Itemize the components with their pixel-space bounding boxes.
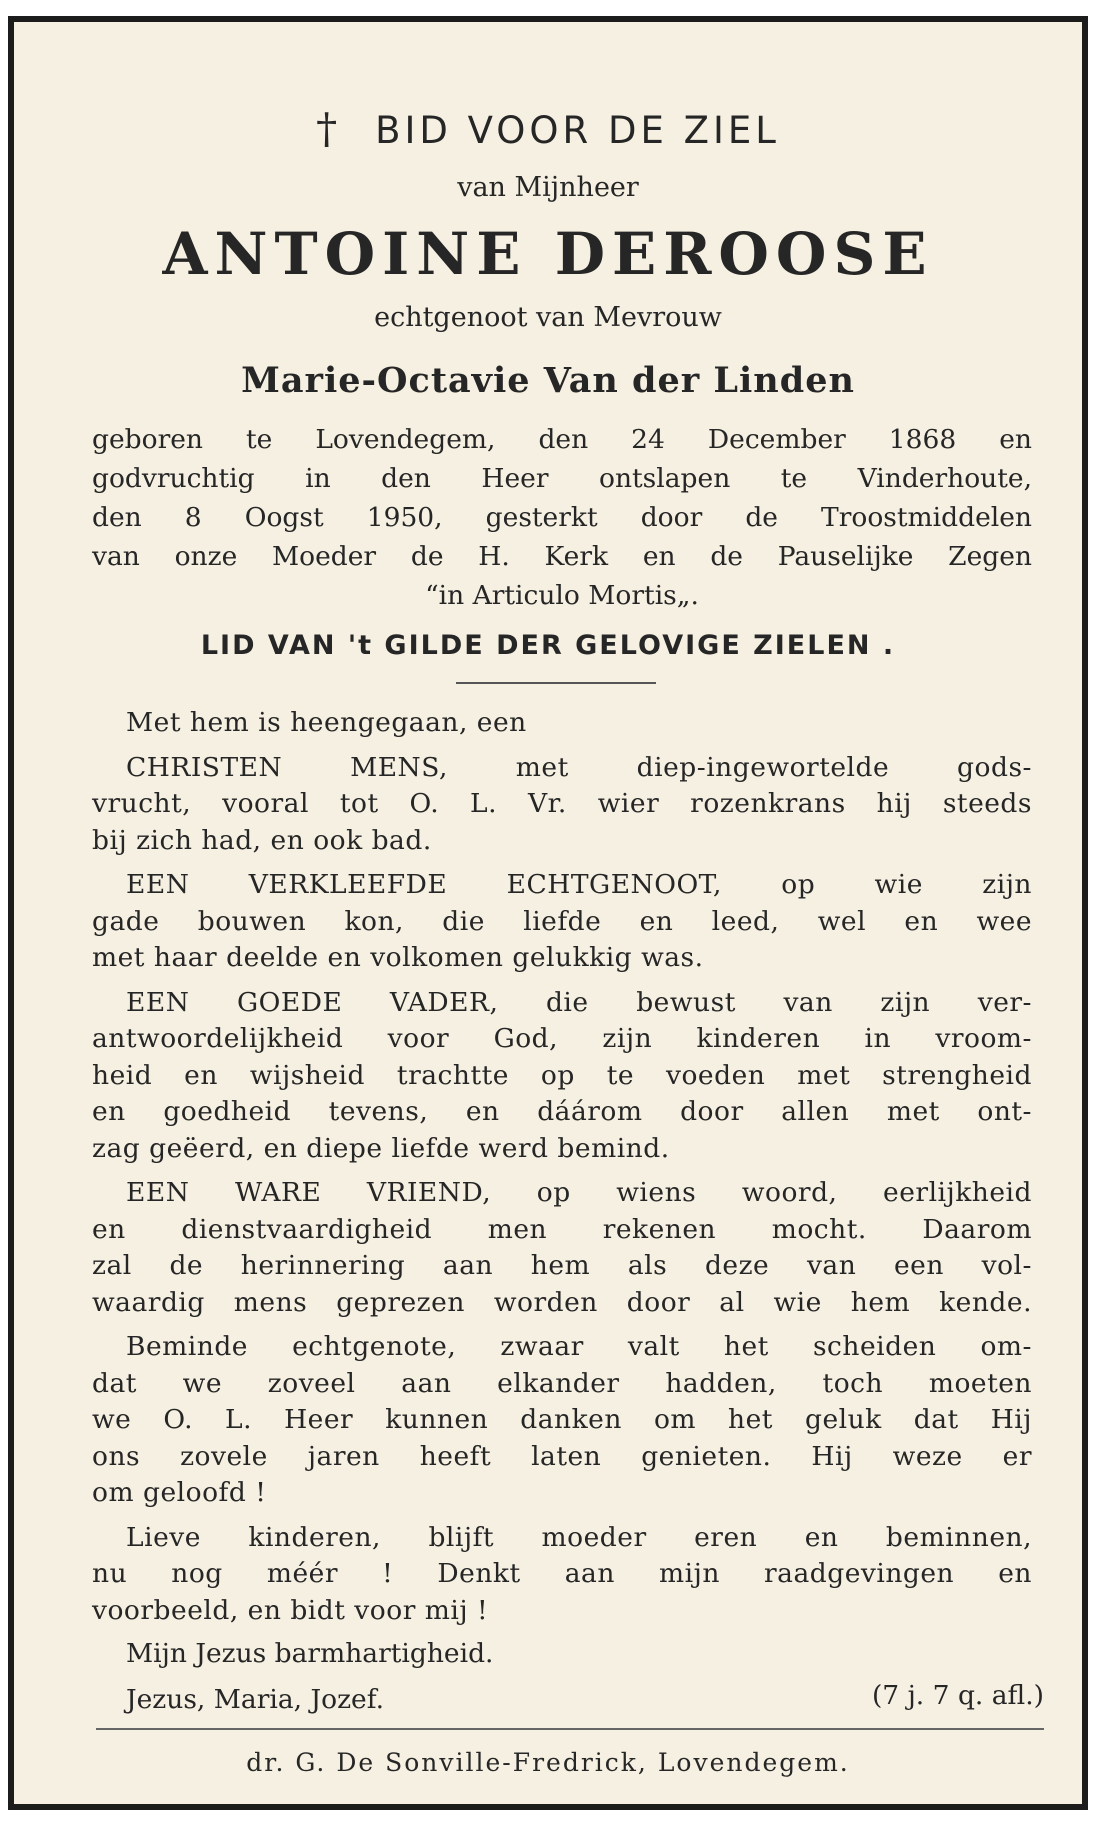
divider bbox=[456, 682, 656, 684]
footer-divider bbox=[96, 1728, 1044, 1730]
eulogy-line: met haar deelde en volkomen gelukkig was. bbox=[92, 942, 704, 973]
eulogy-line: gade bouwen kon, die liefde en leed, wel en wee bbox=[92, 905, 1032, 937]
indulgence-note: (7 j. 7 q. afl.) bbox=[871, 1680, 1044, 1711]
eulogy-line: om geloofd ! bbox=[92, 1477, 267, 1508]
eulogy-line: en goedheid tevens, en dáárom door allen met ont- bbox=[92, 1096, 1032, 1127]
heading-title: BID VOOR DE ZIEL bbox=[375, 109, 780, 152]
ejaculation-prayer: Mijn Jezus barmhartigheid. bbox=[126, 1638, 494, 1669]
bio-line: godvruchtig in den Heer ontslapen te Vinderhoute, bbox=[92, 463, 1032, 494]
biography bbox=[92, 420, 1032, 615]
eulogy-line: Beminde echtgenote, zwaar valt het scheiden om- bbox=[126, 1331, 1032, 1362]
eulogy-paragraph bbox=[92, 705, 1032, 742]
spouse-intro-text: echtgenoot van Mevrouw bbox=[374, 302, 722, 333]
eulogy-line: we O. L. Heer kunnen danken om het geluk dat Hij bbox=[92, 1404, 1032, 1435]
ejaculation-prayer: Jezus, Maria, Jozef. bbox=[126, 1684, 385, 1715]
eulogy bbox=[92, 705, 1032, 1637]
eulogy-line: bij zich had, en ook bad. bbox=[92, 824, 432, 856]
eulogy-paragraph bbox=[92, 1175, 1032, 1321]
eulogy-paragraph bbox=[92, 750, 1032, 860]
printer-credit: dr. G. De Sonville-Fredrick, Lovendegem. bbox=[246, 1748, 850, 1777]
spouse-name: Marie-Octavie Van der Linden bbox=[241, 360, 855, 401]
eulogy-line: Met hem is heengegaan, een bbox=[126, 707, 527, 738]
eulogy-line: ons zovele jaren heeft laten genieten. Hij weze er bbox=[92, 1440, 1032, 1472]
eulogy-line: EEN WARE VRIEND, op wiens woord, eerlijkheid bbox=[126, 1177, 1032, 1208]
eulogy-line: antwoordelijkheid voor God, zijn kinderen in vroom- bbox=[92, 1023, 1032, 1054]
eulogy-paragraph bbox=[92, 985, 1032, 1168]
eulogy-paragraph bbox=[92, 1329, 1032, 1512]
eulogy-line: heid en wijsheid trachtte op te voeden met strengheid bbox=[92, 1059, 1032, 1091]
eulogy-line: dat we zoveel aan elkander hadden, toch moeten bbox=[92, 1367, 1032, 1399]
cross-icon: † bbox=[316, 104, 342, 153]
eulogy-line: Lieve kinderen, blijft moeder eren en beminnen, bbox=[126, 1521, 1032, 1553]
eulogy-paragraph bbox=[92, 1520, 1032, 1630]
eulogy-line: nu nog méér ! Denkt aan mijn raadgevingen en bbox=[92, 1558, 1032, 1589]
eulogy-line: zal de herinnering aan hem als deze van een vol- bbox=[92, 1250, 1032, 1281]
eulogy-line: voorbeeld, en bidt voor mij ! bbox=[92, 1594, 489, 1626]
eulogy-line: waardig mens geprezen worden door al wie hem kende. bbox=[92, 1286, 1032, 1318]
card-heading bbox=[14, 104, 1082, 153]
bio-line: “in Articulo Mortis„. bbox=[425, 580, 699, 611]
intro-text: van Mijnheer bbox=[457, 172, 639, 203]
guild-membership: LID VAN 't GILDE DER GELOVIGE ZIELEN . bbox=[200, 630, 896, 661]
eulogy-line: CHRISTEN MENS, met diep-ingewortelde gods- bbox=[126, 751, 1032, 783]
eulogy-line: zag geëerd, en diepe liefde werd bemind. bbox=[92, 1132, 670, 1164]
memorial-card bbox=[8, 16, 1088, 1810]
eulogy-line: vrucht, vooral tot O. L. Vr. wier rozenkrans hij steeds bbox=[92, 788, 1032, 819]
eulogy-line: en dienstvaardigheid men rekenen mocht. Daarom bbox=[92, 1213, 1032, 1245]
bio-line: van onze Moeder de H. Kerk en de Pauselijke Zegen bbox=[92, 541, 1032, 572]
eulogy-paragraph bbox=[92, 867, 1032, 977]
bio-line: geboren te Lovendegem, den 24 December 1868 en bbox=[92, 424, 1032, 455]
eulogy-line: EEN GOEDE VADER, die bewust van zijn ver- bbox=[126, 986, 1032, 1018]
deceased-name: ANTOINE DEROOSE bbox=[162, 220, 934, 288]
bio-line: den 8 Oogst 1950, gesterkt door de Troostmiddelen bbox=[92, 502, 1032, 533]
eulogy-line: EEN VERKLEEFDE ECHTGENOOT, op wie zijn bbox=[126, 869, 1032, 900]
